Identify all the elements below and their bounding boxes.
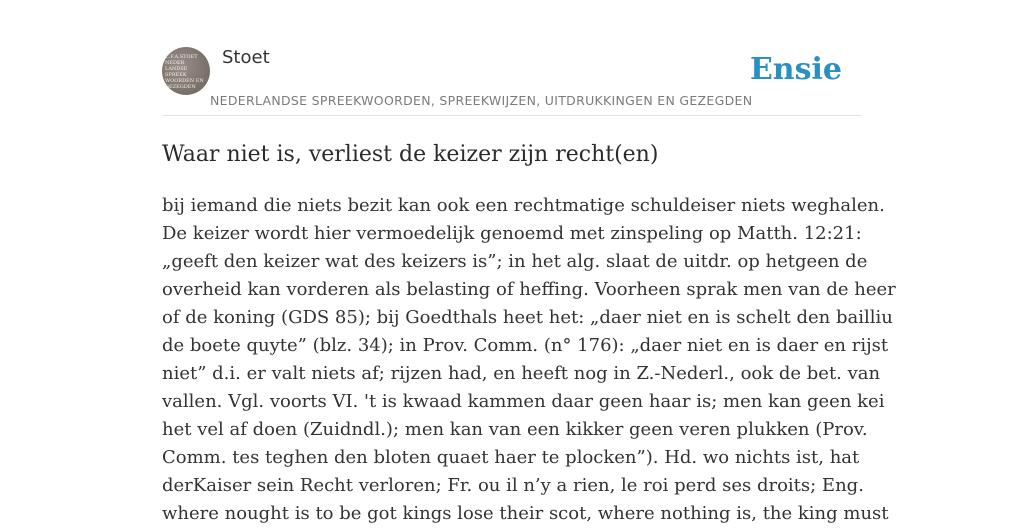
ensie-logo-link[interactable]: Ensie [749,52,842,87]
body-line: de boete quyte” (blz. 34); in Prov. Comm. (n° 176): „daer niet en is daer en rijst [162,335,889,356]
page-title: Waar niet is, verliest de keizer zijn recht(en) [162,142,659,167]
author-avatar[interactable] [162,47,210,95]
body-line: overheid kan vorderen als belasting of heffing. Voorheen sprak men van de heer [162,279,896,300]
source-subtitle[interactable]: NEDERLANDSE SPREEKWOORDEN, SPREEKWIJZEN, UITDRUKKINGEN EN GEZEGDEN [210,93,753,108]
body-line: Comm. tes teghen den bloten quaet haer te plocken”). Hd. wo nichts ist, hat [162,447,860,468]
avatar-text-line: NEDER [165,60,185,66]
body-line: of de koning (GDS 85); bij Goedthals heet het: „daer niet en is schelt den bailliu [162,307,893,328]
avatar-text-line: C.F.A.STOET [165,54,198,60]
author-name[interactable]: Stoet [222,47,270,68]
body-line: derKaiser sein Recht verloren; Fr. ou il n’y a rien, le roi perd ses droits; Eng. [162,475,864,496]
avatar-text-line: LANDSE [165,66,188,72]
avatar-text-line: WOORDEN EN [165,78,204,84]
body-line: niet” d.i. er valt niets af; rijzen had, en heeft nog in Z.-Nederl., ook de bet. van [162,363,881,384]
article-body [162,192,896,528]
content-column [162,0,896,524]
avatar-text-line: GEZEGDEN [165,84,196,90]
site-header [162,0,862,116]
avatar-text-line: SPREEK [165,72,187,78]
body-line: het vel af doen (Zuidndl.); men kan van een kikker geen veren plukken (Prov. [162,419,868,440]
body-line: bij iemand die niets bezit kan ook een rechtmatige schuldeiser niets weghalen. [162,195,885,216]
body-line: „geeft den keizer wat des keizers is”; in het alg. slaat de uitdr. op hetgeen de [162,251,868,272]
body-line: De keizer wordt hier vermoedelijk genoemd met zinspeling op Matth. 12:21: [162,223,862,244]
body-line: vallen. Vgl. voorts VI. 't is kwaad kammen daar geen haar is; men kan geen kei [162,391,885,412]
body-line: where nought is to be got kings lose their scot, where nothing is, the king must [162,503,889,524]
